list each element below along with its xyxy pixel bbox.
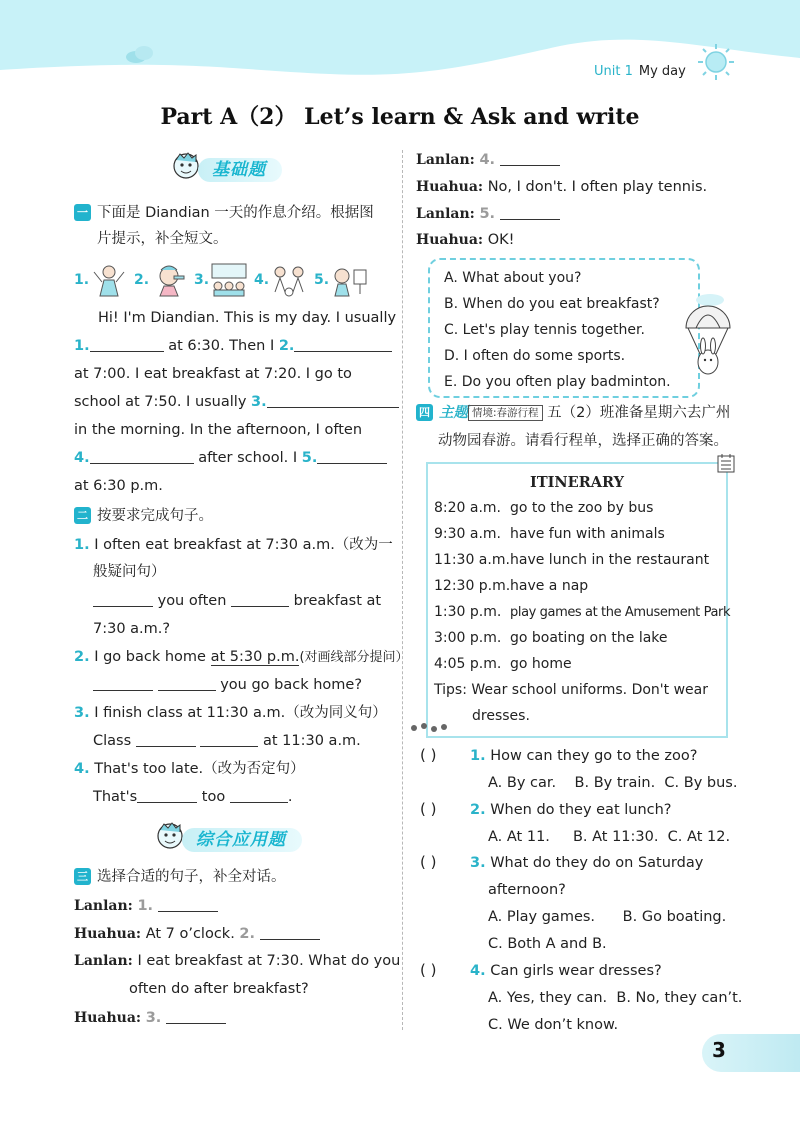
girl-brushing-picture	[150, 262, 188, 298]
dialog-line: Huahua: No, I don't. I often play tennis.	[416, 179, 708, 195]
paw-prints-icon	[408, 720, 450, 734]
unit-title: My day	[638, 64, 686, 79]
blank-answer[interactable]	[230, 789, 288, 803]
passage-line-2: 1. at 6:30. Then I 2.	[74, 336, 392, 356]
underlined-phrase: at 5:30 p.m.	[210, 649, 300, 665]
blank-dialog-3[interactable]	[166, 1010, 226, 1024]
itinerary-tips: Tips: Wear school uniforms. Don't wear	[434, 682, 708, 698]
dialog-line-cont: often do after breakfast?	[129, 981, 309, 997]
blank-dialog-1[interactable]	[158, 898, 218, 912]
itinerary-row: 3:00 p.m. go boating on the lake	[434, 630, 668, 646]
dialog-line: Lanlan: 4.	[416, 150, 560, 170]
section-number: 一	[74, 204, 91, 221]
page-title: Part A（2） Let’s learn & Ask and write	[160, 104, 640, 130]
header-band	[0, 0, 800, 100]
section-number: 三	[74, 868, 91, 885]
blank-5[interactable]	[317, 450, 387, 464]
question-4: 4. Can girls wear dresses?	[470, 963, 662, 979]
s2-q1: 1. I often eat breakfast at 7:30 a.m.（改为一	[74, 537, 393, 553]
passage-line-6: 4. after school. I 5.	[74, 448, 387, 468]
banner-basic	[168, 150, 308, 186]
s2-q2-answer: you go back home?	[93, 675, 362, 695]
unit-tag	[594, 64, 686, 79]
option-item: C. Let's play tennis together.	[444, 322, 645, 338]
itinerary-row: 11:30 a.m.have lunch in the restaurant	[434, 552, 710, 568]
blank-dialog-2[interactable]	[260, 926, 320, 940]
question-3-cont: afternoon?	[488, 882, 566, 898]
dialog-line: Lanlan: 5.	[416, 204, 560, 224]
cloud-icon	[124, 44, 158, 64]
passage-line-5: in the morning. In the afternoon, I often	[74, 422, 363, 438]
itinerary-row: 8:20 a.m. go to the zoo by bus	[434, 500, 654, 516]
dialog-line: Lanlan: I eat breakfast at 7:30. What do you	[74, 953, 401, 969]
s2-q4-answer: That's too .	[93, 789, 293, 805]
section-1-heading: 一 下面是 Diandian 一天的作息介绍。根据图	[74, 200, 374, 226]
dialog-line: Huahua: OK!	[416, 232, 515, 248]
s2-q1-answer-2: 7:30 a.m.?	[93, 621, 171, 637]
passage-line-4: school at 7:50. I usually 3.	[74, 392, 399, 412]
section-number: 二	[74, 507, 91, 524]
passage-line-1: Hi! I'm Diandian. This is my day. I usually	[98, 310, 397, 326]
option-item: B. When do you eat breakfast?	[444, 296, 660, 312]
girl-tv-picture	[330, 262, 368, 298]
section-2-heading: 二 按要求完成句子。	[74, 503, 213, 529]
question-2-options: A. At 11. B. At 11:30. C. At 12.	[488, 829, 731, 845]
blank-dialog-4[interactable]	[500, 152, 560, 166]
balloon-bunny-icon	[676, 292, 736, 388]
itinerary-row: 1:30 p.m. play games at the Amusement Park	[434, 604, 731, 620]
s2-q4: 4. That's too late.（改为否定句）	[74, 761, 305, 777]
blank-1[interactable]	[90, 338, 164, 352]
options-box	[428, 258, 700, 398]
itinerary-row: 12:30 p.m.have a nap	[434, 578, 589, 594]
blank-answer[interactable]	[158, 677, 216, 691]
s2-q1-answer: you often breakfast at	[93, 591, 381, 611]
blank-answer[interactable]	[93, 677, 153, 691]
s2-q2: 2. I go back home at 5:30 p.m.(对画线部分提问）	[74, 649, 409, 665]
itinerary-row: 9:30 a.m. have fun with animals	[434, 526, 665, 542]
sun-icon	[696, 42, 736, 82]
itinerary-title: ITINERARY	[530, 474, 624, 491]
banner-basic-label: 基础题	[198, 158, 282, 182]
question-1-options: A. By car. B. By train. C. By bus.	[488, 775, 738, 791]
picture-prompts: 1. 2. 3. 4. 5.	[74, 262, 392, 298]
girl-stretching-picture	[90, 262, 128, 298]
classroom-picture	[210, 262, 248, 298]
s2-q3-answer: Class at 11:30 a.m.	[93, 733, 361, 749]
question-1: 1. How can they go to the zoo?	[470, 748, 698, 764]
option-item: A. What about you?	[444, 270, 582, 286]
itinerary-row: 4:05 p.m. go home	[434, 656, 572, 672]
banner-apply-label: 综合应用题	[182, 828, 302, 852]
question-4-options-2: C. We don’t know.	[488, 1017, 619, 1033]
section-3-heading: 三 选择合适的句子，补全对话。	[74, 864, 286, 890]
blank-dialog-5[interactable]	[500, 206, 560, 220]
page-number: 3	[712, 1038, 726, 1062]
unit-number: Unit 1	[594, 64, 633, 79]
question-3: 3. What do they do on Saturday	[470, 855, 704, 871]
option-item: D. I often do some sports.	[444, 348, 626, 364]
blank-answer[interactable]	[93, 593, 153, 607]
blank-4[interactable]	[90, 450, 194, 464]
section-1-heading-2: 片提示，补全短文。	[97, 231, 228, 247]
blank-2[interactable]	[294, 338, 392, 352]
answer-paren[interactable]: ( )	[420, 961, 437, 979]
question-2: 2. When do they eat lunch?	[470, 802, 672, 818]
section-4-heading-2: 动物园春游。请看行程单，选择正确的答案。	[438, 433, 728, 449]
itinerary-tips-cont: dresses.	[472, 708, 530, 724]
section-4-heading: 四 主题 情境:春游行程 五（2）班准备星期六去广州	[416, 400, 730, 426]
passage-line-3: at 7:00. I eat breakfast at 7:20. I go to	[74, 366, 352, 382]
dialog-line: Huahua: At 7 o’clock. 2.	[74, 924, 320, 944]
s2-q3: 3. I finish class at 11:30 a.m.（改为同义句）	[74, 705, 387, 721]
kids-playing-picture	[270, 262, 308, 298]
notepad-icon	[716, 452, 736, 474]
answer-paren[interactable]: ( )	[420, 853, 437, 871]
question-3-options: A. Play games. B. Go boating.	[488, 909, 727, 925]
option-item: E. Do you often play badminton.	[444, 374, 671, 390]
question-4-options: A. Yes, they can. B. No, they can’t.	[488, 990, 743, 1006]
banner-apply	[152, 820, 332, 856]
answer-paren[interactable]: ( )	[420, 746, 437, 764]
section-number: 四	[416, 404, 433, 421]
answer-paren[interactable]: ( )	[420, 800, 437, 818]
s2-q1-cont: 般疑问句）	[93, 564, 166, 580]
question-3-options-2: C. Both A and B.	[488, 936, 607, 952]
blank-answer[interactable]	[200, 733, 258, 747]
dialog-line: Huahua: 3.	[74, 1008, 226, 1028]
blank-answer[interactable]	[137, 789, 197, 803]
passage-line-7: at 6:30 p.m.	[74, 478, 163, 494]
blank-answer[interactable]	[231, 593, 289, 607]
blank-3[interactable]	[267, 394, 399, 408]
column-divider	[402, 150, 403, 1030]
blank-answer[interactable]	[136, 733, 196, 747]
dialog-line: Lanlan: 1.	[74, 896, 218, 916]
itinerary-card	[426, 462, 731, 738]
page-number-tab	[702, 1034, 800, 1072]
